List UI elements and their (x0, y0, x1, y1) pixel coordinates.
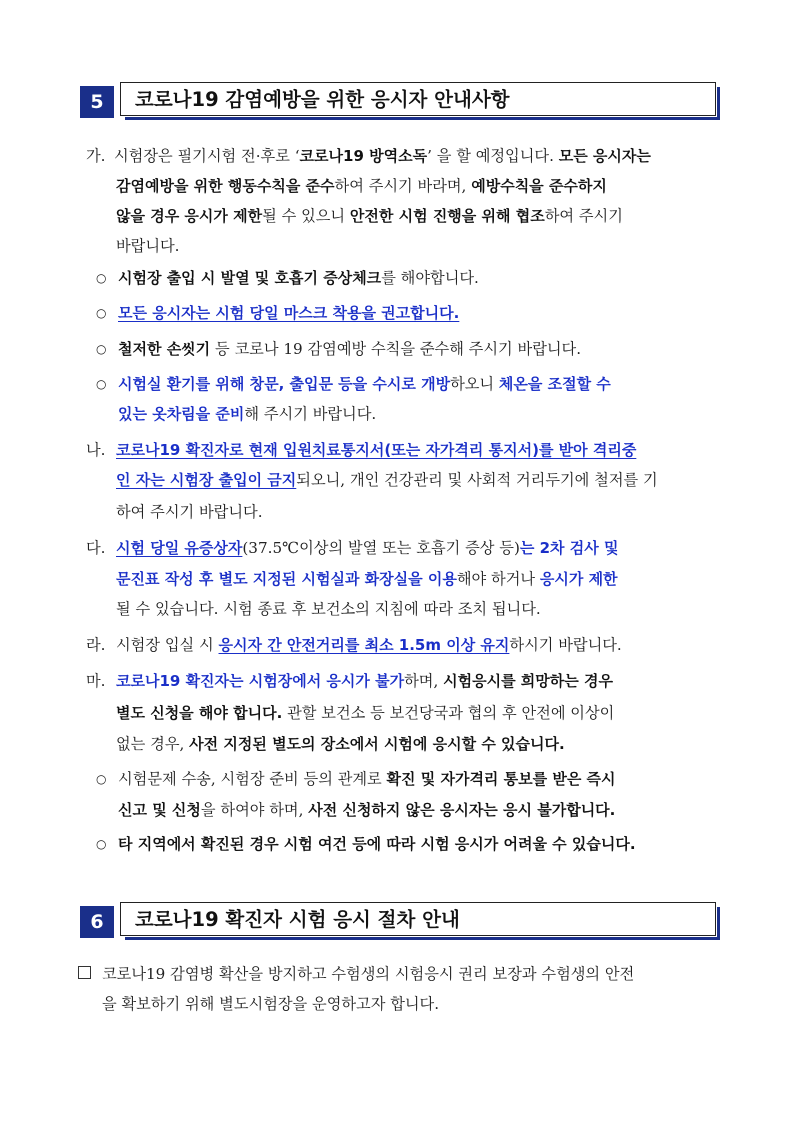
item-ma-line-3: 없는 경우, 사전 지정된 별도의 장소에서 시험에 응시할 수 있습니다. (116, 735, 565, 753)
item-marker: 가. (86, 147, 106, 165)
section-title-box (120, 82, 716, 116)
item-ga-line-4: 바랍니다. (116, 237, 180, 255)
item-da-line-2: 문진표 작성 후 별도 지정된 시험실과 화장실을 이용해야 하거나 응시가 제한 (116, 570, 618, 588)
item-marker: 다. (86, 539, 106, 557)
bullet-marker: ○ (96, 306, 107, 320)
bullet-marker: ○ (96, 772, 107, 786)
section-5-header (80, 82, 718, 118)
section-6-header (80, 902, 718, 938)
item-da-line-3: 될 수 있습니다. 시험 종료 후 보건소의 지침에 따라 조치 됩니다. (116, 600, 541, 618)
bullet-marker: ○ (96, 377, 107, 391)
bullet-handwash: 철저한 손씻기 등 코로나 19 감염예방 수칙을 준수해 주시기 바랍니다. (118, 340, 582, 358)
item-na-line-1: 코로나19 확진자로 현재 입원치료통지서(또는 자가격리 통지서)를 받아 격리중 (116, 441, 637, 459)
item-marker: 마. (86, 672, 106, 690)
section-title: 코로나19 감염예방을 위한 응시자 안내사항 (135, 88, 510, 111)
box-item-line-2: 을 확보하기 위해 별도시험장을 운영하고자 합니다. (102, 995, 440, 1013)
item-ga-line-1: 시험장은 필기시험 전·후로 ‘코로나19 방역소독’ 을 할 예정입니다. 모든 응시자는 (114, 147, 651, 165)
box-item-line-1: 코로나19 감염병 확산을 방지하고 수험생의 시험응시 권리 보장과 수험생의 안전 (102, 965, 635, 983)
item-ma-line-1: 코로나19 확진자는 시험장에서 응시가 불가하며, 시험응시를 희망하는 경우 (116, 672, 613, 690)
bullet-ventilation-line-2: 있는 옷차림을 준비해 주시기 바랍니다. (118, 405, 377, 423)
bullet-marker: ○ (96, 837, 107, 851)
item-da-line-1: 시험 당일 유증상자(37.5℃이상의 발열 또는 호흡기 증상 등)는 2차 검사 및 (116, 539, 619, 557)
item-marker: 나. (86, 441, 106, 459)
bullet-report-line-1: 시험문제 수송, 시험장 준비 등의 관계로 확진 및 자가격리 통보를 받은 즉시 (118, 770, 616, 788)
item-ra-line-1: 시험장 입실 시 응시자 간 안전거리를 최소 1.5m 이상 유지하시기 바랍니다. (116, 636, 622, 654)
bullet-mask: 모든 응시자는 시험 당일 마스크 착용을 권고합니다. (118, 304, 460, 322)
bullet-fever-check: 시험장 출입 시 발열 및 호흡기 증상체크를 해야합니다. (118, 269, 479, 287)
section-title-box (120, 902, 716, 936)
section-number: 5 (80, 86, 114, 118)
item-na-line-2: 인 자는 시험장 출입이 금지되오니, 개인 건강관리 및 사회적 거리두기에 철저를 기 (116, 471, 658, 489)
checkbox-square-icon (78, 964, 91, 984)
item-ga-line-2: 감염예방을 위한 행동수칙을 준수하여 주시기 바라며, 예방수칙을 준수하지 (116, 177, 607, 195)
bullet-marker: ○ (96, 342, 107, 356)
bullet-report-line-2: 신고 및 신청을 하여야 하며, 사전 신청하지 않은 응시자는 응시 불가합니다. (118, 801, 616, 819)
bullet-ventilation-line-1: 시험실 환기를 위해 창문, 출입문 등을 수시로 개방하오니 체온을 조절할 수 (118, 375, 611, 393)
bullet-marker: ○ (96, 271, 107, 285)
section-number: 6 (80, 906, 114, 938)
item-marker: 라. (86, 636, 106, 654)
section-title: 코로나19 확진자 시험 응시 절차 안내 (135, 908, 460, 931)
item-ga-line-3: 않을 경우 응시가 제한될 수 있으니 안전한 시험 진행을 위해 협조하여 주시기 (116, 207, 623, 225)
item-na-line-3: 하여 주시기 바랍니다. (116, 503, 263, 521)
bullet-other-region: 타 지역에서 확진된 경우 시험 여건 등에 따라 시험 응시가 어려울 수 있습니다. (118, 835, 636, 853)
item-ma-line-2: 별도 신청을 해야 합니다. 관할 보건소 등 보건당국과 협의 후 안전에 이상이 (116, 704, 615, 722)
